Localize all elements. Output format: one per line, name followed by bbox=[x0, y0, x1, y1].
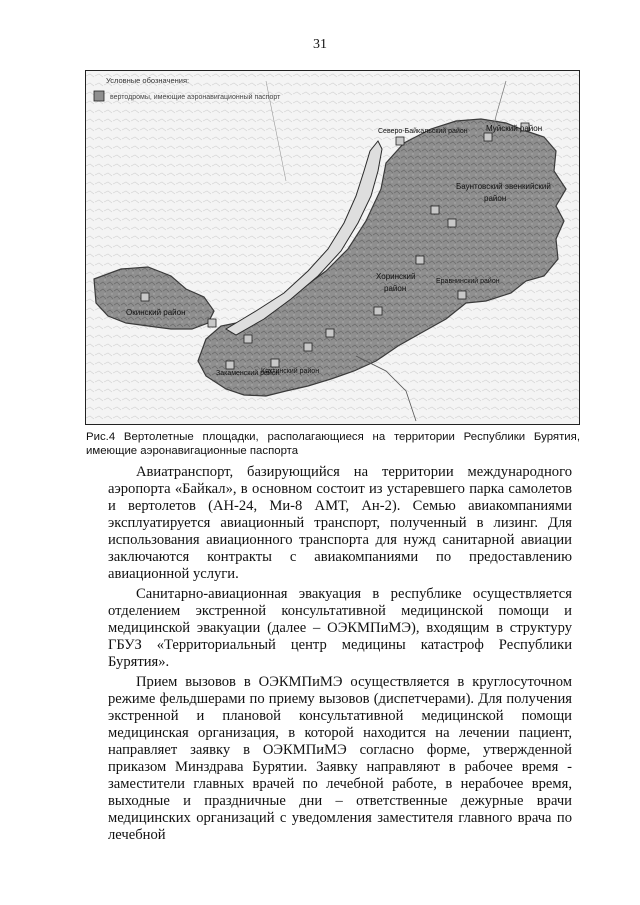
helipad-icon bbox=[208, 319, 216, 327]
label-okinsky: Окинский район bbox=[126, 308, 186, 317]
label-bauntovsky-2: район bbox=[484, 194, 507, 203]
label-bauntovsky-1: Баунтовский эвенкийский bbox=[456, 182, 551, 191]
helipad-icon bbox=[226, 361, 234, 369]
label-eravninsky: Еравнинский район bbox=[436, 278, 500, 285]
legend-item: вертодромы, имеющие аэронавигационный паспорт bbox=[110, 94, 281, 101]
label-kyakhtinsky: Кяхтинский район bbox=[261, 368, 320, 375]
helipad-icon bbox=[326, 329, 334, 337]
helipad-legend-icon bbox=[94, 91, 104, 101]
page-number: 31 bbox=[313, 37, 327, 52]
helipad-icon bbox=[416, 256, 424, 264]
paragraph: Прием вызовов в ОЭКМПиМЭ осуществляется в круглосуточном режиме фельдшерами по приему вызовов (диспетчерами). Для получения экстренной и плановой консультативной медицинской помощи медицинская организация, в которой находится на лечении пациент, направляет заявку в ОЭКМПиМЭ согласно форме, утвержденной приказом Минздрава Бурятии. Заявку направляют в рабочее время - заместители главных врачей по лечебной работе, в нерабочее время, выходные и праздничные дни – ответственные дежурные врачи медицинских организаций с уведомления заместителя главного врача по лечебной bbox=[108, 674, 572, 843]
helipad-icon bbox=[396, 137, 404, 145]
helipad-icon bbox=[141, 293, 149, 301]
label-muisky: Муйский район bbox=[486, 124, 543, 133]
buryatia-map bbox=[86, 71, 579, 424]
map-figure bbox=[85, 70, 580, 425]
helipad-icon bbox=[304, 343, 312, 351]
label-khorinsky-1: Хоринский bbox=[376, 272, 416, 281]
figure-caption: Рис.4 Вертолетные площадки, располагающиеся на территории Республики Бурятия, имеющие аэронавигационные паспорта bbox=[86, 431, 580, 457]
helipad-icon bbox=[448, 219, 456, 227]
helipad-icon bbox=[244, 335, 252, 343]
helipad-icon bbox=[458, 291, 466, 299]
legend-title: Условные обозначения: bbox=[106, 76, 190, 85]
label-zakamensky: Закаменский район bbox=[216, 370, 280, 377]
helipad-icon bbox=[271, 359, 279, 367]
helipad-icon bbox=[431, 206, 439, 214]
helipad-icon bbox=[374, 307, 382, 315]
paragraph: Авиатранспорт, базирующийся на территории международного аэропорта «Байкал», в основном состоит из устаревшего парка самолетов и вертолетов (АН-24, Ми-8 АМТ, Ан-2). Семью авиакомпаниями эксплуатируется авиационный транспорт, полученный в лизинг. Для использования авиационного транспорта для нужд санитарной авиации заключаются контракты с авиакомпаниями по предоставлению авиационной услуги. bbox=[108, 464, 572, 582]
helipad-icon bbox=[484, 133, 492, 141]
label-khorinsky-2: район bbox=[384, 284, 407, 293]
label-severo-baikalsky: Северо-Байкальский район bbox=[378, 128, 468, 135]
paragraph: Санитарно-авиационная эвакуация в республике осуществляется отделением экстренной консультативной медицинской помощи и медицинской эвакуации (далее – ОЭКМПиМЭ), входящим в структуру ГБУЗ «Территориальный центр медицины катастроф Республики Бурятия». bbox=[108, 586, 572, 670]
body-text bbox=[108, 464, 572, 847]
